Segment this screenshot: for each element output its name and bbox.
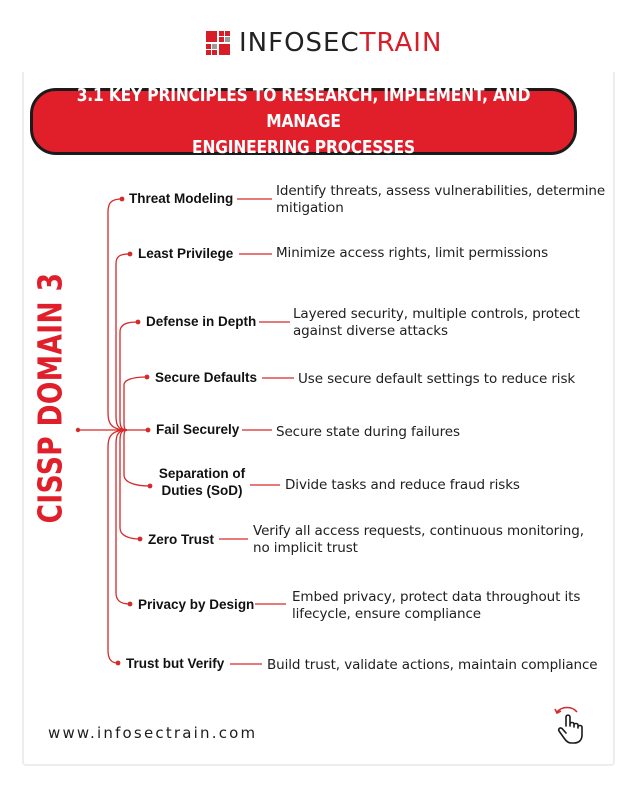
term-secure-defaults: Secure Defaults (155, 370, 258, 385)
desc-zero-trust: Verify all access requests, continuous monitoring, no implicit trust (253, 523, 584, 556)
term-separation-of-duties: Separation of Duties (SoD) (158, 466, 246, 498)
term-threat-modeling: Threat Modeling (129, 191, 234, 206)
desc-secure-defaults: Use secure default settings to reduce risk (298, 371, 576, 387)
term-trust-but-verify: Trust but Verify (126, 656, 225, 671)
term-privacy-by-design: Privacy by Design (138, 597, 255, 612)
term-fail-securely: Fail Securely (156, 422, 240, 437)
tap-hand-icon (550, 704, 590, 746)
term-defense-in-depth: Defense in Depth (146, 314, 257, 329)
desc-least-privilege: Minimize access rights, limit permissions (276, 245, 549, 261)
brand-name: INFOSECTRAIN (239, 28, 443, 58)
side-title-text: CISSP DOMAIN 3 (30, 272, 70, 524)
desc-trust-but-verify: Build trust, validate actions, maintain compliance (267, 657, 598, 673)
term-zero-trust: Zero Trust (148, 532, 215, 547)
term-least-privilege: Least Privilege (138, 246, 234, 261)
desc-defense-in-depth: Layered security, multiple controls, protect against diverse attacks (293, 306, 580, 339)
website-link[interactable]: www.infosectrain.com (48, 724, 258, 742)
banner-title: 3.1 KEY PRINCIPLES TO RESEARCH, IMPLEMENT, AND MANAGE ENGINEERING PROCESSES (76, 84, 531, 158)
desc-threat-modeling: Identify threats, assess vulnerabilities, determine mitigation (276, 183, 606, 216)
desc-fail-securely: Secure state during failures (276, 424, 460, 440)
desc-privacy-by-design: Embed privacy, protect data throughout its lifecycle, ensure compliance (292, 589, 581, 622)
desc-separation-of-duties: Divide tasks and reduce fraud risks (285, 477, 520, 493)
